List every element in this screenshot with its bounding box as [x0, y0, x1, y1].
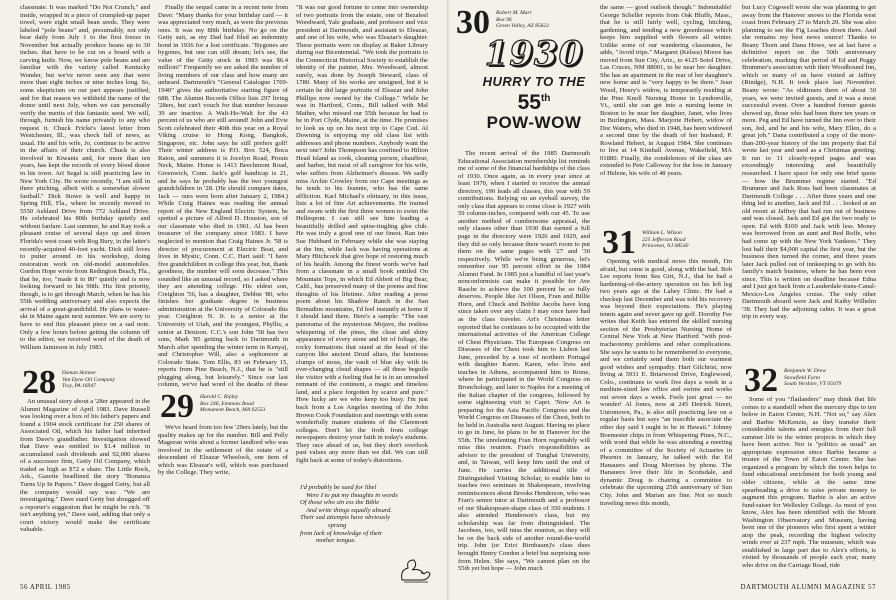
poem-line: sprung	[328, 521, 347, 529]
column-5-bottom	[600, 258, 732, 576]
class-secretary-32	[784, 368, 880, 388]
class-notes-text: Some of you "flatlanders" may think that life comes to a standstill when the mercury dips to ten below in Eaton Center, N.H. "Not so," say Alex and Barbie McKenzie, as they transfer their considerable talents and energies from their full summer life to the winter projects in which they have been active. Nor is "politics as usual" an appropriate expression since Barbie became a trustee of the Town of Eaton Center. She has organized a program by which the town helps to fund educational enrichment for both young and older citizens, while at the same time spearheading a drive to raise private money to augment this program. Barbie is also an active fund-raiser for Wellesley College. As most of you know, Alex has been identified with the Mount Washington Observatory and Museum, having been one of the pioneers who first spent a winter atop the peak, recording the highest velocity winds ever at 237 mph. The museum, which was established in large part due to Alex's efforts, is visited by thousands of people each year, many who drive on the Carriage Road, ride	[742, 396, 876, 570]
class-year-32: 32	[744, 362, 778, 399]
page-gutter	[447, 0, 449, 600]
poem-line: from lack of knowledge of their	[300, 529, 383, 537]
class-notes-text: The recent arrival of the 1985 Dartmouth Educational Association membership list reminds me of some of the financial hardships of the class of 1930. Once again, as in every year since at least 1970, when I started to receive the annual directory, 190 leads all classes, this year with 59 contributions. Relying on an eyeball survey, the only class that appears to come close is 1927 with 59 column-inches, compared with our 45. To use another method of cumbersome appraisal, the only classes other than 1930 that earned a full page in the directory were 1926 and 1929, and they did so only because there wasn't room to put them on the same pages with '27 and '30 respectively. While we're being generous, let's remember our 95 percent effort in the 1984 Alumni Fund. In 1985 just a handful of last year's nonconformists can make it possible for Ave Rasche to achieve the 100 percent he so fully deserves. People like Art Olson, Fran and Billie Horn, and Chuck and Bobbie Jacobs have long since taken over any claim I may once have had as the class traveler. Art's Christmas letter reported that he continues to be occupied with the international activities of the American College of Chest Physicians. The European Congress on Diseases of the Chest took him to Lisbon last June, preceded by a tour of northern Portugal with daughter Karen. Karen, who lives and teaches in Athens, accompanied him to Rome, where he participated in the World Congress on Bronchology, and later to Naples for a meeting of the Italian chapter of the congress, followed by some sightseeing visit to Capri. 'Now Art is preparing for the Asia Pacific Congress and the World Congress on Diseases of the Chest, both to be held in Australia next August. Having no place to go in June, he plans to be in Hanover for the 55th. The unrelenting Fran Horn regrettably will miss this reunion. Fran's responsibilities as advisor to the president of Tunghai University, and, in Taiwan, will keep him until the end of June. He carries the additional title of Distinguished Visiting Scholar, to enable him to teaches two seminars in Shakespeare, involving reminiscences about Brooks Henderson, who was Fran's senior tutor at Dartmouth and a professor of our Shakespeare-shape class of 350 students. I also attended Henderson's class, but my scholarship was far from distinguished. The Jacobses, too, will miss the reunion, as they will be on the back side of another round-the-world trip. John (or Erict Birnbaum)'s class dues brought Henry Condon a brief but surprising note from Helen. She says, "We cannot plan on the 55th yet but hope — John much	[458, 150, 590, 573]
class-secretary-28	[62, 370, 152, 390]
reunion-banner	[474, 34, 594, 133]
class-year-30: 30	[456, 4, 490, 41]
class-secretary-29	[200, 394, 292, 414]
class-year-28: 28	[22, 364, 56, 401]
class-notes-text: We've heard from too few '29ers lately, but the quality makes up for the number. Bill and Polly Mageean write about a former landlord who was involved in the settlement of the estate of a descendant of Eleazar Wheelock, one item of which was Eleazar's will, which was purchased by the College. They write,	[158, 424, 288, 477]
column-1-bottom	[20, 398, 150, 576]
banner-line-1: HURRY TO THE	[482, 74, 586, 89]
column-5-top	[600, 4, 732, 224]
secretary-name: Robert M. Marr	[496, 10, 532, 16]
poem-line: Of those who sin ess the Bible	[300, 499, 380, 507]
secretary-address-2: Princeton, NJ 08540	[642, 243, 689, 250]
column-6-top	[742, 4, 876, 360]
secretary-address-2: Troy, PA 16947	[62, 383, 96, 390]
column-6-bottom	[742, 396, 876, 576]
squirrel-drawing-icon	[398, 556, 434, 584]
secretary-address-1: Box 96	[496, 16, 512, 23]
class-year-31: 31	[602, 224, 636, 261]
class-notes-text: Opening with medical news this month, I'm afraid, but some is good, along with the bad. Bob Lee reports from Sea Girt, N.J., that he had a hardening-of-the-artery operation on his left leg two years ago at the Lahey Clinic. He had a checkup last December and was told his recovery was beyond their expectations. He's playing tennis again and never gave up golf. Dorothy Fee writes that Keith has entered the skilled nursing section of the Presbyterian Nursing Home of Central New York at New Hartford "with post-tracheotomy problems and other complications. She says he wants to be remembered to everyone, and we certainly send them both our warmest good wishes and sympathy. Hart Gilchrist, now living at 5931 E. Briarwood Drive, Englewood, Colo., continues to work five days a week in a medium-sized law office and swims and works out seven days a week. Feels just great — no wonder! Al Jones, now at 245 Detrick Street, Uniontown, Pa., is also still practicing law on a regular basis but says "an irascible associate the other day said I ought to be in Hawaii." Johnny Boemester chips in from Whispering Pines, N.C., with word that while he was attending a meeting of a committee of the Society of Actuaries in Phoenix in January, he talked with the Ed Hanauers and Doug Morrises by phone. The Hanauers love their life in Scottsdale, and dynamic Doug is chairing a committee to celebrate the upcoming 25th anniversary of Sun City. John and Marian are fine. Not so much traveling news this month,	[600, 258, 732, 507]
class-notes-text: classmate. It was marked "Do Not Crunch," and inside, wrapped in a piece of crumpled-up paper towel, were eight small bean seeds. They were labeled "pole beans" and, presumably, not only bear daily from July 1 to the first freeze in November but actually produce beans up to 30 inches. that have to be cut on a board with a carving knife. Now, we know pole beans and are familiar with the variety called Kentucky Wonder, but we've never seen any that were more than eight inches or nine inches long. So, some skepticism on our part appears justified, and for that reason we withheld the name of the donor until next July, when we can personally verify the merits of this fantastic seed. We will, through, furnish his name privately to any who request it. Chuck Fricke's latest letter from Westchester, Ill., was chock full of news, as usual. He and his wife, Jo, continue to be active in the affairs of their church. Chuck is also involved in Kiwanis and, for more than ten years, has kept the records of every blood donor in his town. Art Segal is still practicing law in New York City. He wrote recently, "I am still in there pitching, albeit with a somewhat slower fastball." Dick Stowe is well and happy in Spring Hill, Fla., where he recently moved to 5550 Ashland Drive from 772 Ashland Drive. He celebrated his 80th birthday quietly and without fanfare. Last summer, he and Kay took a pleasant cruise of several days up and down Florida's west coast with Rog Bury, in the latter's recently-acquired 40-foot yacht. Dick still loves to putter around in his workshop, doing restoration work on old-model automobiles. Gordon Hope wrote from Redington Beach, Fla., that he, too, "made it to 80" quietly and is now looking forward to his 90th. His first priority, though, is to get through March, when he has his 55th wedding anniversary and also expects the arrival of a great-grandchild. He plans to water-ski in Maine again next summer. We are sorry to have to end this pleasant piece on a sad note. Only a few hours before getting the column off to the editor, we received word of the death of William Jamieson in July 1983.	[20, 4, 150, 351]
secretary-address-2: Monument Beach, MA 02553	[200, 407, 266, 414]
column-4	[458, 150, 590, 576]
secretary-name: William L. Wilson	[642, 230, 682, 236]
poem-line: Were I to put my thoughts in words	[306, 491, 398, 499]
class-secretary-31	[642, 230, 734, 250]
secretary-name: Harold C. Ripley	[200, 394, 239, 400]
page-folio-right: DARTMOUTH ALUMNI MAGAZINE 57	[740, 583, 876, 591]
secretary-address-2: Green Valley, AZ 85622	[496, 23, 550, 30]
secretary-address-1: 225 Jefferson Road	[642, 236, 686, 243]
poem-line: And write things equally absurd.	[306, 506, 393, 514]
column-2-bottom	[158, 424, 288, 576]
page-folio-left: 56 APRIL 1985	[20, 583, 71, 591]
class-notes-text: Finally the sequel came in a recent note from Dave: "Many thanks for your birthday card — it was appreciated very much, as were the previous ones. It was my 80th birthday. No go on the Getty suit, as my Dad had filed an indemnity bond in 1936 for a lost certificate. "Bygones are bygones, but one can still dream; let's see, the value of the Getty stock in 1983 was $6.4 million!" Frequently we are asked the number of living members of our class and how many are unheard. Dartmouth's "General Catalogue 1769-1940" gives the authoritative starting figure of 688. The Alumni Records Office lists 297 living '28ers, but can't vouch for that number because 39 are inactive. A Walt-Ho-Walt for the 43 percent of us who are still around! John and Evie Scott celebrated their 40th this year on a Royal Viking cruise to Hong Kong, Bangkok, Singapore, etc. John says he still prefers golf! Their winter address is P.O. Box 524, Boca Raton, and summers it is Jocelyn Road, Prouts Neck, Maine. Home is 1413 Beechmont Road, Greenwich, Conn. Jack's golf handicap is 21, and he says he probably has the two youngest grandchildren in '28. (He should compare dates, Jack — ours were born after January 2, 1984.) While Craig Haines was reading the annual report of the New England Electric System, he spotted a picture of Alfred D. Houston, son of our classmate who died in 1961. Al has been treasurer of the company since 1983. I have neglected to mention that Craig Haines Jr. '58 is director of procurement at Electric Boat, and lives in Mystic, Conn. C.C. Hart said: "I have five grandchildren in college this year, but, thank goodness, the number will soon decrease." This sounded like an unusual record, so I asked where they are attending college. His eldest son, Creighton '56, has a daughter, Debbie '80, who finishes her graduate degree in business administration at the University of Colorado this year. Creighton N. Jr. is a senior at the University of Utah, and the youngest, Phyllis, a senior at Denison. C.C.'s son John '58 has two sons, Mark '85 getting back to Dartmouth in March after spending the winter term in Kenya), and Christopher Will, also a sophomore at Colorado State. Tom Ellis, 83 on February 15, reports from Pine Beach, N.J., that he is "still plugging along, but leisurely." Since our last column, we've had word of the deaths of these	[158, 4, 288, 388]
poem-line: mother tongue.	[316, 537, 356, 545]
class-secretary-30	[496, 10, 596, 30]
column-1-top	[20, 4, 150, 362]
column-2-top	[158, 4, 288, 388]
class-notes-text: but Lucy Cogswell wrote she was planning to get away from the Hanover snows to the Florida west coast from February 27 to March 29. She was also planning to see the Fig Leaches down there. And she remains my best news source! Thanks to Beany Thorn and Dana Howe, we at last have a definitive report on the 50th anniversary celebration, marking that period of Ed and Peggy Brummer's association with their Woodbound Inn, which so many of us have visited at Jaffrey (Rindge), N.H. It took place last November. Beany wrote: "As oldtimers there of about 30 years, we were invited guests, and it was a most successful event. Over a hundred former guests showed up, those who had been there ten years or more. Peg and Ed have turned the Inn over to their son, Jed, and he and his wife, Mary Ellen, do a great job." Dana contributed a copy of the more-than-200-year history of the inn property that Ed wrote last year and used as a Christmas greeting. It ran to 11 closely-typed pages and was exceedingly interesting and beautifully researched. I have space for only one brief quote — how the Brummer regime started. "Ed Brummer and Jack Ross had been classmates at Dartmouth College . . . After three years and one thing led to another, Jack and Ed . . . looked at an old resort at Jaffrey that had run out of business and was closed. Jack and Ed got the two ready to open. Ed with $100 and Jack with less. Money was borrowed from an aunt and Red Rolfe, who had come up with the New York Yankees." They lost half their $4,000 capital the first year, but the business then turned the corner, and three years later Jack pulled out of innkeeping to go with his family's match business, where he has been ever since. This is written on deadline because Edna and I just got back from a Lauderdale-trans-Canal-Mexico-Los Angeles cruise. The only other Dartmouth aboard were Jack and Kathy Wilhelm '38. They had the adjoining cabin. It was a great trip in every way.	[742, 4, 876, 321]
secretary-address-1: Snowfield Farm	[784, 374, 820, 381]
column-3	[296, 4, 428, 480]
class-notes-text: "It was our good fortune to come into ownership of two portraits from the estate, one of Bezaleel Woodward, Yale graduate, and professor and vice president at Dartmouth, and assistant to Eleazar, and one of his wife, who was Eleazar's daughter. These portraits were on display at Baker Library during our Bicentennial. "We took the portraits to the Connecticut Historical Society to establish the identity of the painter, Mrs. Woodward, almost surely, was done by Joseph Steward, class of 1780. Many of his works are unsigned, but it is certain he did large portraits of Eleazar and John Phillips now owned by the College." While he was in Hartford, Conn., Bill talked with Mal Mather, who missed our 55th because he had to be in Port Clyde, Maine, at the time. He promises to look us up on his next trip to Cape Cod. Al Downing is enjoying my old class list with addresses and phone numbers. Anybody want the next one? John Thompson has confined to Hilton Head Island as cook, cleaning person, chauffeur, and barber, but most of all caregiver for his wife, who suffers from Alzheimer's disease. We sadly miss Archie Crowley from our Cape meetings as he tends to his Jeannie, who has the same affliction. Karl Michael's obituary, in this issue, lists a lot of fine Art achievements. He trained and swam with the first three women to swim the Hellespont. I can still see him leading a beautifully drilled and spine-tingling glee club. He was truly a good one of our finest. Ran into Sue Hubbard in February while she was staying at the Inn, while Jack was having operations at Mary Hitchcock that give hope of restoring much of his health. Among the finest words we've had from a classmate in a small book entitled On Mountain Tops, in which Ed Abbott of Big Bear, Calif., has preserved many of the poems and fine thoughts of his lifetime. After reading a prose poem about his Shadow Ranch in the San Bernadino mountains, I'd feel instantly at home if I should land there. Here's a sample: "The vast panorama of the mysterious Mojave, the restless whispering of the pines, the clean and shiny appearance of every stone and bit of foliage, the rocky formations that stand at the head of the canyon like ancient Druid altars, the luminous clumps of moss, the vault of blue sky with its ever-changing cloud shapes — all these beguile the visitor with a feeling that he is in an unrushed remnant of the continent, a magic and timeless land, and a place forgotten by scarce and pure." How lucky are we who keep too busy. I'm just back from a Los Angeles meeting of the John Brown Cook Foundation and meetings with some wonderfully mature students of the Claremont colleges. Don't let the froth from college newspapers destroy your faith in today's students. They race ahead of us, but they don't overlook past values any more than we did. We can still fight back at some of today's distortions.	[296, 4, 428, 464]
secretary-name: Benjamin W. Drew	[784, 368, 827, 374]
banner-line-2	[474, 89, 594, 113]
secretary-address-2: South Vershire, VT 05079	[784, 381, 842, 388]
poem-line: Their sad attempts have obviously	[300, 514, 391, 522]
class-notes-text: An unusual story about a '28er appeared in the Alumni Magazine of April 1983. Dave Russell was looking over a box of his father's papers and found a 1904 stock certificate for 250 shares of Associated Oil, which his father had inherited from Dave's grandfather. Investigation showed that Dave was entitled to $1.4 million in accumulated cash dividends and 92,000 shares of a successor firm, Getty Oil Company, which traded as high as $72 a share. The Little Rock, Ark., Gazette headlined the story "Bonanza Turns Up In Papers." Dave dogged Getty, but all the company would say was: "We are investigating." Dave sued Getty but shrugged off a reporter's suggestion that he might be rich. "It isn't anything yet," Dave said, adding that only a court victory would make the certificate valuable.	[20, 398, 150, 534]
banner-line-3: POW-WOW	[486, 113, 582, 132]
class-year-29: 29	[160, 388, 194, 425]
secretary-name: Osman Skinner	[62, 370, 97, 376]
secretary-address-1: Box 246, Emmons Road	[200, 400, 254, 407]
reunion-suffix: th	[540, 93, 551, 104]
secretary-address-1: Van Dyne Oil Company	[62, 376, 115, 383]
class-notes-text: the same — good outlook though." Indomitable! George Scheller reports from Oak Bluffs, Mass., that he is still fairly well, cycling, hitching, gardening, and tending a new greenhouse which keeps him supplied with flowers all winter. Unlike some of our wandering classmates, he adds, "Avoid trips." Margaret (Kelsea) Moore has moved from Sun City, Ariz., to 4125 Sotol Drive, Las Cruces, NM 88001, to be near her daughter. She has an apartment in the rear of her daughter's new home and is "very happy to be there." Jean Wood, Henry's widow, is temporarily residing at the Pine Knoll Nursing Home in Lyndonville, Vt., until she can get into a nursing home in Boston to be near her daughter, Janet, who lives in Burlington, Mass. Marjorie Hebert, widow of Doc Waters, who died in 1948, has been widowed a second time by the death of her husband, P. Rowland Hebert, in August 1984. She continues to live at 14 Kimball Avenue, Wakefield, MA 01880. Finally, the condolences of the class are extended to Pete Calloway for the loss in January of Helene, his wife of 48 years.	[600, 4, 732, 178]
poem-verse	[300, 484, 430, 545]
reunion-number: 55	[517, 91, 541, 114]
class-1930-logo: 1930	[484, 34, 584, 74]
poem-line: I'd probably be sued for libel	[300, 484, 377, 491]
